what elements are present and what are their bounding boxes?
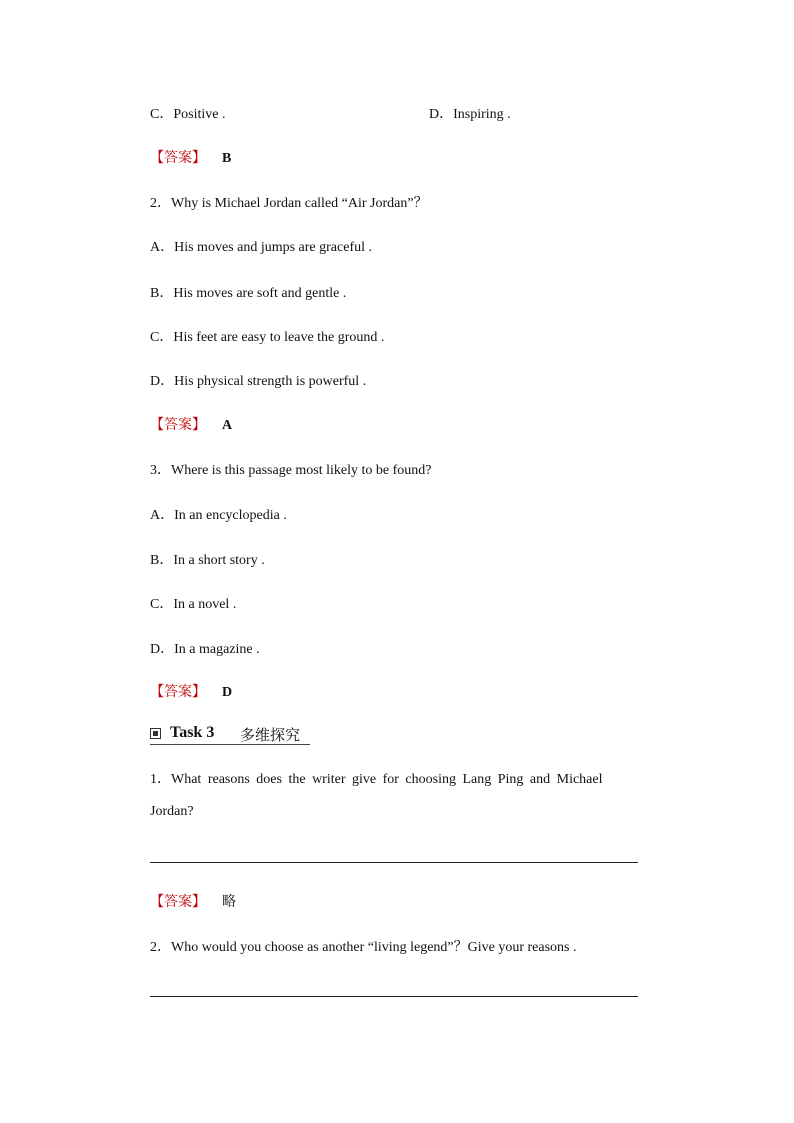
option-d: D．Inspiring . (429, 107, 511, 122)
option-c: C．Positive . (150, 107, 226, 122)
q3-option-b: B．In a short story . (150, 553, 265, 568)
answer-label: 【答案】 (150, 150, 206, 166)
task3-question-2: 2．Who would you choose as another “living legend”？Give your reasons . (150, 940, 577, 955)
answer-label: 【答案】 (150, 417, 206, 433)
answer-row (150, 147, 231, 167)
question-3: 3．Where is this passage most likely to be found? (150, 463, 432, 478)
task-subtitle: 多维探究 (240, 726, 301, 744)
q3-option-a: A．In an encyclopedia . (150, 508, 287, 523)
task-3-header (150, 724, 310, 745)
answer-value: D (222, 685, 233, 700)
q2-option-d: D．His physical strength is powerful . (150, 374, 367, 389)
answer-value: B (222, 151, 232, 166)
question-2: 2．Why is Michael Jordan called “Air Jordan”？ (150, 196, 428, 211)
answer-value: A (222, 418, 233, 433)
answer-blank-line (150, 996, 638, 997)
q3-option-d: D．In a magazine . (150, 642, 260, 657)
answer-value: 略 (222, 894, 236, 910)
answer-label: 【答案】 (150, 894, 206, 910)
task3-question-1: 1．What reasons does the writer give for choosing Lang Ping and Michael Jordan? (150, 772, 603, 819)
q2-option-c: C．His feet are easy to leave the ground . (150, 330, 385, 345)
q2-option-a: A．His moves and jumps are graceful . (150, 240, 372, 255)
task3-q1-answer-row (150, 891, 236, 911)
task-title: Task 3 (170, 724, 215, 741)
q3-answer-row (150, 681, 232, 701)
section-marker-icon (150, 728, 161, 739)
answer-blank-line (150, 862, 638, 863)
q3-option-c: C．In a novel . (150, 597, 237, 612)
q2-answer-row (150, 414, 232, 434)
q2-option-b: B．His moves are soft and gentle . (150, 286, 347, 301)
answer-label: 【答案】 (150, 684, 206, 700)
